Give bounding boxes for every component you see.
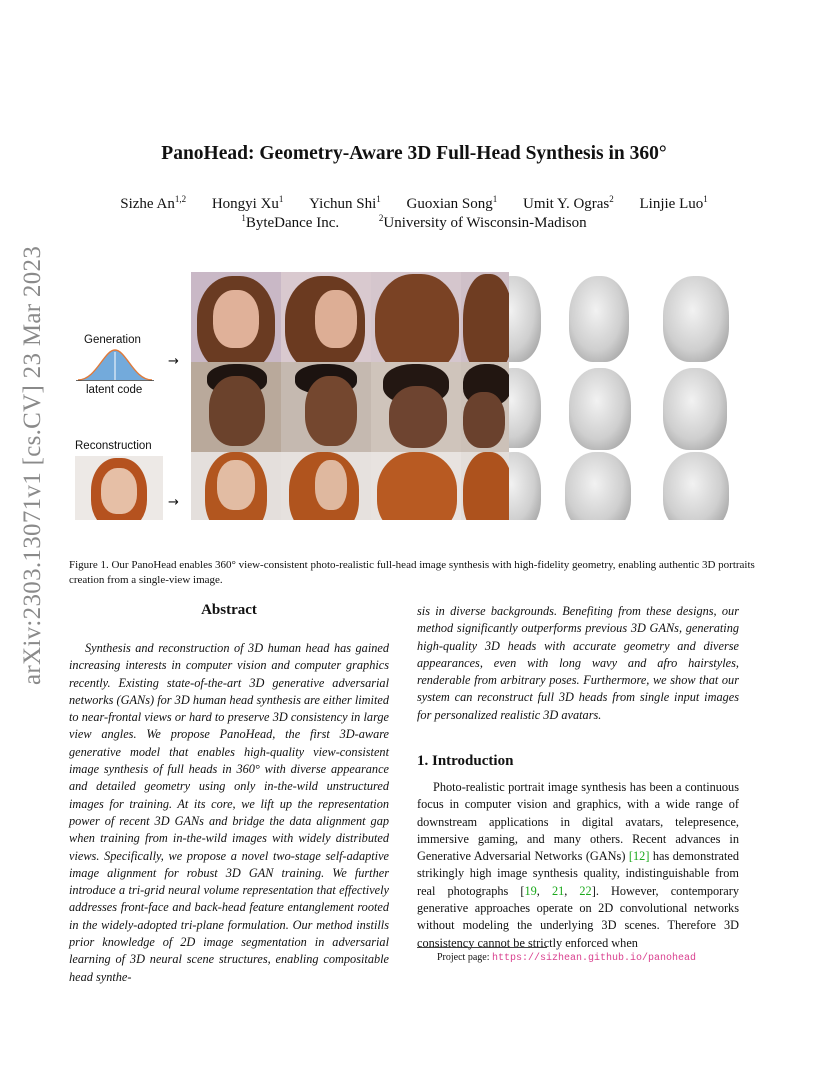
citation-link[interactable]: 21 bbox=[551, 883, 565, 898]
author-list bbox=[0, 196, 828, 213]
footnote: Project page: https://sizhean.github.io/panohead bbox=[437, 952, 697, 964]
render-image bbox=[281, 362, 371, 452]
arrow-icon: → bbox=[168, 354, 179, 369]
latent-code-label: latent code bbox=[86, 384, 143, 396]
geometry-mesh-image bbox=[509, 272, 545, 362]
geometry-mesh-image bbox=[545, 362, 655, 452]
geometry-mesh-image bbox=[655, 272, 750, 362]
affiliations bbox=[0, 215, 828, 232]
citation-link[interactable]: [12] bbox=[628, 849, 650, 864]
render-image bbox=[371, 362, 461, 452]
render-image bbox=[281, 272, 371, 362]
arxiv-identifier: arXiv:2303.13071v1 [cs.CV] 23 Mar 2023 bbox=[19, 245, 46, 685]
render-image bbox=[461, 272, 509, 362]
affiliation: $^1$ByteDance Inc. bbox=[241, 213, 340, 231]
render-image bbox=[461, 362, 509, 452]
abstract-heading: Abstract bbox=[201, 602, 257, 618]
author: Hongyi Xu$^1$ bbox=[211, 194, 284, 212]
arrow-icon: → bbox=[168, 495, 179, 510]
intro-paragraph: Photo-realistic portrait image synthesis has been a continuous focus in computer vision and graphics, with a wide range of downstream applications in digital avatars, telepresence, immersive gaming, and many others. Recent advances in Generative Adversarial Networks (GANs) [12] has demonstrated strikingly high image synthesis quality, indistinguishable from real photographs [19, 21, 22]. However, contemporary generative approaches operate on 2D convolutional networks without modeling the underlying 3D scenes. Therefore 3D consistency cannot be strictly enforced when bbox=[417, 780, 739, 950]
render-image bbox=[371, 272, 461, 362]
teaser-figure bbox=[70, 270, 750, 520]
author: Guoxian Song$^1$ bbox=[406, 194, 498, 212]
author: Yichun Shi$^1$ bbox=[309, 194, 381, 212]
author: Sizhe An$^{1,2}$ bbox=[120, 194, 187, 212]
footnote-divider bbox=[417, 947, 547, 948]
affiliation: $^2$University of Wisconsin-Madison bbox=[378, 213, 587, 231]
section-heading: 1. Introduction bbox=[417, 753, 514, 769]
geometry-mesh-image bbox=[509, 362, 545, 452]
geometry-mesh-image bbox=[655, 362, 750, 452]
abstract-text-left: Synthesis and reconstruction of 3D human head has gained increasing interests in computer vision and computer graphics recently. Existing state-of-the-art 3D generative adversarial networks (GANs) for 3D human head synthesis are either limited to near-frontal views or hard to preserve 3D consistency in large view angles. We propose PanoHead, the first 3D-aware generative model that enables high-quality view-consistent image synthesis of full heads in 360° with diverse appearance and detailed geometry using only in-the-wild unstructured images for training. At its core, we lift up the representation power of recent 3D GANs and bridge the data alignment gap when training from in-the-wild images with widely distributed views. Specifically, we propose a novel two-stage self-adaptive image alignment for robust 3D GAN training. We further introduce a tri-grid neural volume representation that effectively addresses front-face and back-head feature entanglement rooted in the widely-adopted tri-plane formulation. Our method instills prior knowledge of 2D image segmentation in adversarial learning of 3D neural scene structures, enabling compositable head synthe- bbox=[69, 641, 389, 984]
reconstruction-label: Reconstruction bbox=[75, 440, 152, 452]
gaussian-curve-icon bbox=[76, 348, 154, 382]
render-image bbox=[461, 452, 509, 520]
render-image bbox=[191, 452, 281, 520]
author: Linjie Luo$^1$ bbox=[639, 194, 708, 212]
geometry-mesh-image bbox=[655, 452, 750, 520]
generation-label: Generation bbox=[84, 334, 141, 346]
render-image bbox=[281, 452, 371, 520]
project-url-link[interactable]: https://sizhean.github.io/panohead bbox=[491, 953, 697, 964]
author: Umit Y. Ogras$^2$ bbox=[523, 194, 614, 212]
render-image bbox=[371, 452, 461, 520]
geometry-mesh-image bbox=[545, 272, 655, 362]
citation-link[interactable]: 19 bbox=[524, 883, 537, 898]
citation-link[interactable]: 22 bbox=[579, 883, 592, 898]
render-image bbox=[191, 362, 281, 452]
figure-caption: Figure 1. Our PanoHead enables 360° view-consistent photo-realistic full-head image synthesis with high-fidelity geometry, enabling authentic 3D portraits creation from a single-view image. bbox=[69, 559, 755, 586]
render-image bbox=[191, 272, 281, 362]
abstract-text-right: sis in diverse backgrounds. Benefiting from these designs, our method significantly outperforms previous 3D GANs, generating high-quality 3D heads with accurate geometry and diverse appearances, even with long wavy and afro hairstyles, renderable from arbitrary poses. Furthermore, we show that our system can reconstruct full 3D heads from single input images for personalized realistic 3D avatars. bbox=[417, 604, 739, 722]
input-portrait-image bbox=[75, 456, 163, 520]
paper-title: PanoHead: Geometry-Aware 3D Full-Head Synthesis in 360° bbox=[161, 143, 667, 164]
geometry-mesh-image bbox=[509, 452, 545, 520]
geometry-mesh-image bbox=[545, 452, 655, 520]
